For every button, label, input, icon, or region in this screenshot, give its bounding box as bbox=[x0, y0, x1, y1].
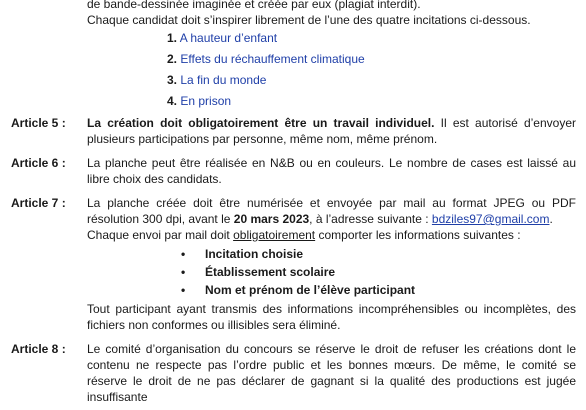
list-item: • Nom et prénom de l’élève participant bbox=[181, 283, 416, 297]
article-8-text: Le comité d’organisation du concours se réserve le droit de refuser les créations dont le contenu ne respecte pas l’ordre public et les bonnes mœurs. De même, le comité se réserve le droit de ne pas déclarer de gagnant si la qualité des productions est jugée insuffisante bbox=[87, 342, 576, 404]
article-6-label: Article 6 : bbox=[11, 156, 66, 170]
intro-line-1: de bande-dessinée imaginée et créée par eux (plagiat interdit). bbox=[87, 0, 421, 11]
article-6-text: La planche peut être réalisée en N&B ou en couleurs. Le nombre de cases est laissé au libre choix des candidats. bbox=[87, 156, 576, 186]
article-5-label: Article 5 : bbox=[11, 116, 66, 130]
article-7-paragraph-1: La planche créée doit être numérisée et envoyée par mail au format JPEG ou PDF résolution 300 dpi, avant le 20 mars 2023, à l’adresse suivante : bdziles97@gmail.com. bbox=[87, 196, 576, 226]
theme-item: 1. A hauteur d’enfant bbox=[167, 31, 278, 45]
article-5-text: La création doit obligatoirement être un travail individuel. Il est autorisé d’envoyer plusieurs participations par personne, même nom, même prénom. bbox=[87, 116, 576, 146]
article-7-paragraph-3: Tout participant ayant transmis des informations incompréhensibles ou incomplètes, des fichiers non conformes ou illisibles sera éliminé. bbox=[87, 302, 576, 332]
article-7-paragraph-2: Chaque envoi par mail doit obligatoirement comporter les informations suivantes : bbox=[87, 228, 521, 242]
theme-item: 4. En prison bbox=[167, 94, 232, 108]
article-8 bbox=[0, 341, 586, 405]
list-item: • Établissement scolaire bbox=[181, 265, 336, 279]
bullet-icon: • bbox=[181, 283, 186, 297]
article-6 bbox=[0, 155, 586, 187]
theme-item: 2. Effets du réchauffement climatique bbox=[167, 52, 365, 66]
article-5 bbox=[0, 115, 586, 147]
article-7 bbox=[0, 195, 586, 333]
bullet-icon: • bbox=[181, 247, 186, 261]
article-7-label: Article 7 : bbox=[11, 196, 66, 210]
theme-item: 3. La fin du monde bbox=[167, 73, 267, 87]
bullet-icon: • bbox=[181, 265, 186, 279]
list-item: • Incitation choisie bbox=[181, 247, 304, 261]
intro-paragraph bbox=[0, 0, 576, 28]
email-link[interactable]: bdziles97@gmail.com bbox=[431, 212, 550, 226]
themes-list bbox=[0, 28, 586, 112]
article-8-label: Article 8 : bbox=[11, 342, 66, 356]
deadline-date: 20 mars 2023 bbox=[233, 212, 310, 226]
intro-line-2: Chaque candidat doit s’inspirer librement de l’une des quatre incitations ci-dessous. bbox=[87, 13, 531, 27]
article-7-text bbox=[87, 195, 576, 333]
required-info-list bbox=[87, 245, 576, 299]
